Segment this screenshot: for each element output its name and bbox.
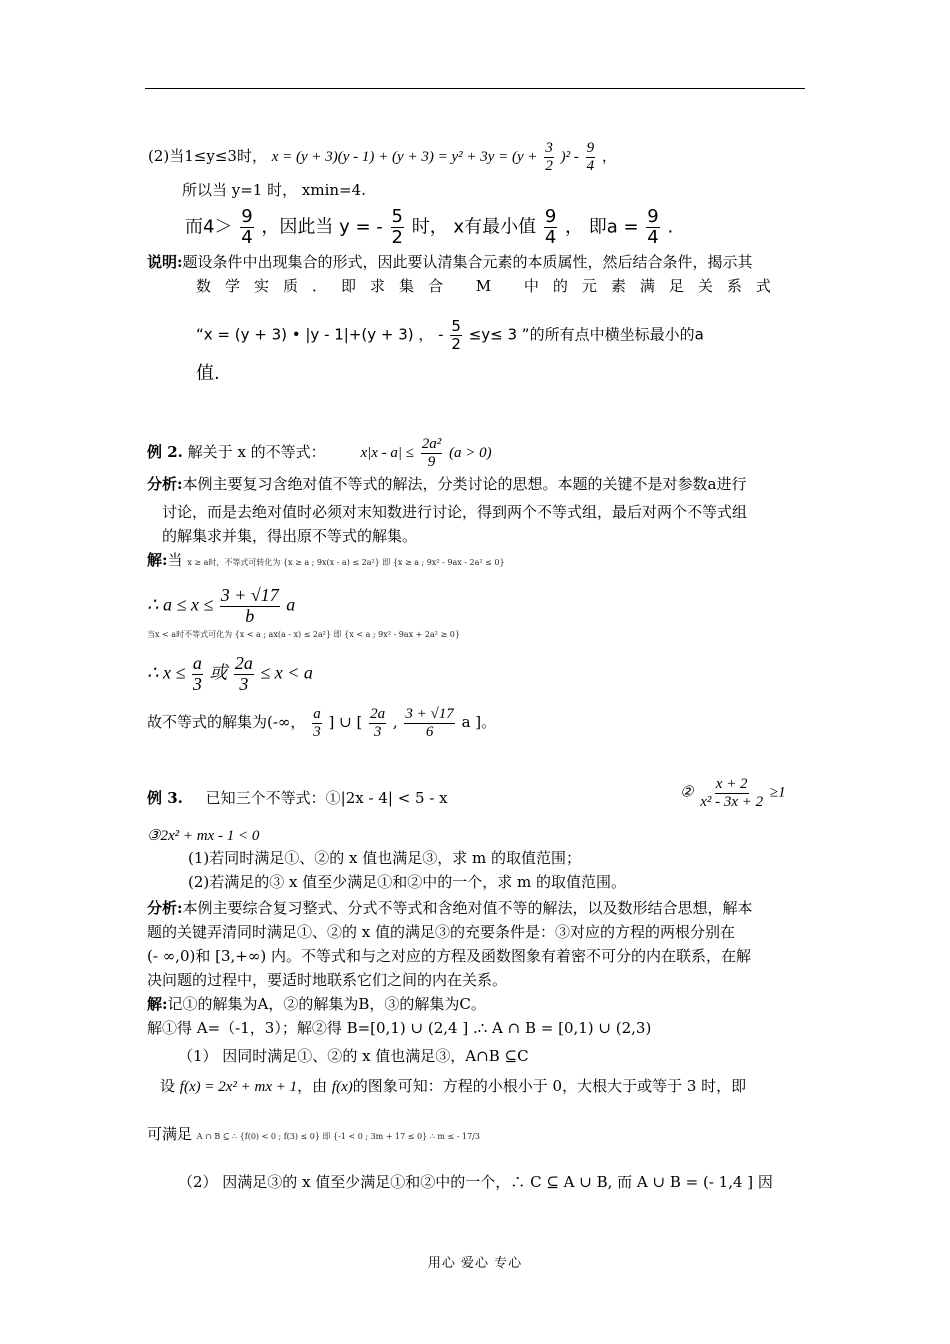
frac-3-2: $\frac{3}{2}$ [545, 140, 553, 174]
ex2-solution-4: 故不等式的解集为(-∞， $\frac{a}{3}$ ] ∪ [ $\frac{2a}{3}$ , $\frac{3 + √17}{6}$ a ]。 [147, 706, 497, 740]
frac-9-4: $\frac{9}{4}$ [586, 140, 595, 174]
frac-5-2-b: $\frac{5}{2}$ [451, 317, 461, 353]
ex2-solution-1: 解:当 x ≥ a时，不等式可转化为 {x ≥ a ; 9x(x - a) ≤ 2a²} 即 {x ≥ a ; 9x² - 9ax - 2a² ≤ 0} [147, 551, 505, 569]
and-line: 而4＞ $\frac{9}{4}$ ，因此当 y = - $\frac{5}{2}$ 时， x有最小值 $\frac{9}{4}$ ， 即a = $\frac{9}{4}$ . [185, 206, 674, 248]
sol-frac-2: $\frac{a}{3}$ [192, 653, 202, 694]
so-line: 所以当 y=1 时， xmin=4. [182, 181, 366, 199]
frac-5-2: $\frac{5}{2}$ [391, 206, 403, 248]
ex3-solution-5: 可满足 A ∩ B ⊆ ∴ {f(0) < 0 ; f(3) ≤ 0} 即 {-1 < 0 ; 3m + 17 ≤ 0} ∴ m ≤ - 17/3 [147, 1125, 480, 1143]
ex3-question-2: (2)若满足的③ x 值至少满足①和②中的一个，求 m 的取值范围。 [188, 873, 627, 891]
frac-9-4-c: $\frac{9}{4}$ [544, 206, 557, 248]
ex2-tiny-1: x ≥ a时，不等式可转化为 {x ≥ a ; 9x(x - a) ≤ 2a²} 即 {x ≥ a ; 9x² - 9ax - 2a² ≤ 0} [187, 558, 505, 567]
page-footer: 用心 爱心 专心 [427, 1256, 523, 1271]
ex3-solution-3: （1） 因同时满足①、②的 x 值也满足③，A∩B ⊆C [178, 1047, 529, 1065]
ex3-analysis-2: 题的关键弄清同时满足①、②的 x 值的满足③的充要条件是：③对应的方程的两根分别在 [147, 923, 735, 941]
note-line-2: 数学实质．即求集合 M 中的元素满足关系式 [196, 277, 785, 295]
ex3-solution-4: 设 f(x) = 2x² + mx + 1，由 f(x)的图象可知：方程的小根小于 0，大根大于或等于 3 时，即 [160, 1077, 747, 1095]
ex3-analysis-1: 分析:本例主要综合复习整式、分式不等式和含绝对值不等的解法，以及数形结合思想，解本 [147, 899, 753, 917]
ex3-analysis-3: (- ∞,0)和 [3,+∞) 内。不等式和与之对应的方程及函数图象有着密不可分的内在联系，在解 [147, 947, 751, 965]
ex3-solution-1: 解:记①的解集为A，②的解集为B，③的解集为C。 [147, 995, 486, 1013]
ex3-solution-6: （2） 因满足③的 x 值至少满足①和②中的一个，∴ C ⊆ A ∪ B, 而 A ∪ B = (- 1,4 ] 因 [178, 1173, 773, 1191]
ex3-ineq2: ② $\frac{x + 2}{\text{x² - 3x + 2}}$ ≥1 [680, 776, 786, 810]
ex3-ineq3: ③2x² + mx - 1 < 0 [147, 828, 260, 844]
ex2-solution-3: ∴ x ≤ $\frac{a}{3}$ 或 $\frac{2a}{3}$ ≤ x < a [147, 653, 313, 694]
sol-frac-5: $\frac{2a}{3}$ [370, 706, 386, 740]
frac-9-4-d: $\frac{9}{4}$ [647, 206, 659, 248]
example3-label: 例 3. [147, 789, 183, 807]
ex2-solution-2: ∴ a ≤ x ≤ $\frac{3 + √17}{b}$ a [147, 585, 296, 626]
ex2-tiny-2: 当x < a时不等式可化为 {x < a ; ax(a - x) ≤ 2a²} 即 {x < a ; 9x² - 9ax + 2a² ≥ 0} [147, 630, 460, 639]
case2-formula: x = (y + 3)(y - 1) + (y + 3) = y² + 3y = (y + [271, 149, 538, 165]
ex3-question-1: (1)若同时满足①、②的 x 值也满足③，求 m 的取值范围； [188, 849, 582, 867]
ex2-analysis-1: 分析:本例主要复习含绝对值不等式的解法，分类讨论的思想。本题的关键不是对参数a进行 [147, 475, 747, 493]
note-label: 说明: [147, 253, 183, 271]
sol-frac-6: $\frac{3 + √17}{6}$ [405, 706, 454, 740]
sol-frac-4: $\frac{a}{3}$ [313, 706, 321, 740]
note-line-1: 说明:题设条件中出现集合的形式，因此要认清集合元素的本质属性，然后结合条件，揭示其 [147, 253, 753, 271]
note-line-4: 值. [196, 363, 220, 384]
sol-frac-3: $\frac{2a}{3}$ [234, 653, 253, 694]
case2-line: (2)当1≤y≤3时， x = (y + 3)(y - 1) + (y + 3) = y² + 3y = (y + $\frac{3}{2}$ )² - $\frac{9}{4}$ ， [148, 140, 617, 174]
example2-heading: 例 2. 解关于 x 的不等式： x|x - a| ≤ $\frac{\text{2a²}}{9}$ (a > 0) [147, 436, 492, 470]
ex3-analysis-4: 决问题的过程中，要适时地联系它们之间的内在关系。 [147, 971, 508, 989]
ex3-solution-2: 解①得 A=（-1，3）；解②得 B=[0,1) ∪ (2,4 ] .∴ A ∩ B = [0,1) ∪ (2,3) [147, 1019, 652, 1037]
ex3-frac: $\frac{x + 2}{\text{x² - 3x + 2}}$ [700, 776, 764, 810]
example2-label: 例 2. [147, 443, 183, 461]
case2-label: (2)当1≤y≤3时， [148, 147, 267, 165]
ex2-frac: $\frac{\text{2a²}}{9}$ [421, 436, 442, 470]
ex3-tiny: A ∩ B ⊆ ∴ {f(0) < 0 ; f(3) ≤ 0} 即 {-1 < 0 ; 3m + 17 ≤ 0} ∴ m ≤ - 17/3 [196, 1132, 480, 1141]
note-line-3: “x = (y + 3) • |y - 1|+(y + 3) ， - $\frac{5}{2}$ ≤y≤ 3 ”的所有点中横坐标最小的a [196, 317, 704, 353]
example3-heading: 例 3. 已知三个不等式：①|2x - 4| < 5 - x [147, 789, 448, 807]
ex2-analysis-3: 的解集求并集，得出原不等式的解集。 [162, 527, 418, 545]
frac-9-4-b: $\frac{9}{4}$ [241, 206, 253, 248]
header-rule [145, 88, 805, 89]
ex2-analysis-2: 讨论，而是去绝对值时必须对末知数进行讨论，得到两个不等式组，最后对两个不等式组 [162, 503, 748, 521]
sol-frac-1: $\frac{3 + √17}{b}$ [220, 585, 279, 626]
